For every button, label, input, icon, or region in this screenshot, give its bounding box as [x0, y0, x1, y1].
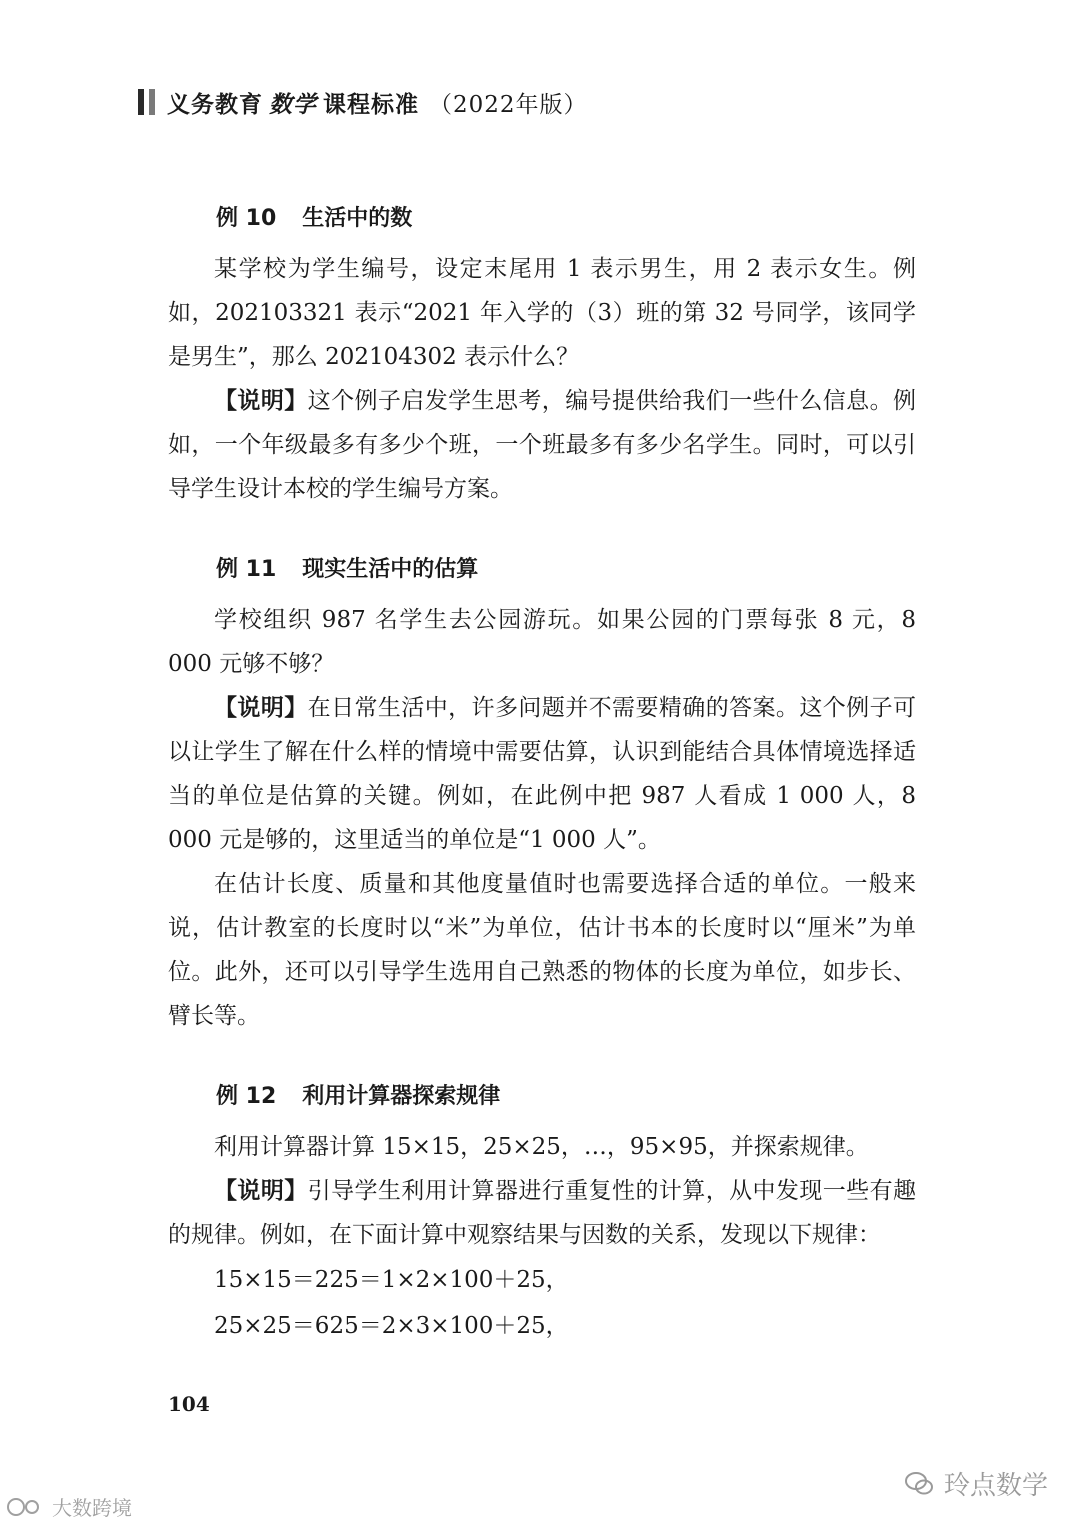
book-title	[167, 86, 588, 119]
example-text: 利用计算器计算 15×15，25×25，…，95×95，并探索规律。	[214, 1134, 869, 1160]
note-label: 【说明】	[214, 694, 308, 721]
watermark-left-text: 大数跨境	[52, 1496, 132, 1520]
formula-line: 25×25＝625＝2×3×100＋25，	[214, 1313, 569, 1339]
example-text: 学校组织 987 名学生去公园游玩。如果公园的门票每张 8 元，8 000 元够不够？	[168, 607, 916, 677]
wechat-icon	[904, 1471, 934, 1497]
title-part3: 课程标准	[323, 90, 419, 118]
page-number: 104	[168, 1392, 210, 1416]
note-label: 【说明】	[214, 387, 308, 414]
title-part1: 义务教育	[167, 90, 263, 118]
note-text: 引导学生利用计算器进行重复性的计算，从中发现一些有趣的规律。例如，在下面计算中观察结果与因数的关系，发现以下规律：	[168, 1178, 917, 1248]
brand-logo-icon	[6, 1496, 46, 1518]
example-number: 例 10	[216, 206, 277, 231]
example-title	[168, 200, 916, 238]
watermark-right-text: 玲点数学	[943, 1471, 1048, 1501]
example-number: 例 12	[216, 1084, 277, 1109]
watermark-right	[904, 1465, 1048, 1502]
title-part2: 数学	[269, 90, 317, 118]
header-bars-decoration	[138, 89, 155, 115]
example-number: 例 11	[216, 557, 277, 582]
note-text: 在日常生活中，许多问题并不需要精确的答案。这个例子可以让学生了解在什么样的情境中需要估算，认识到能结合具体情境选择适当的单位是估算的关键。例如，在此例中把 987 人看成 1 000 人，8 000 元是够的，这里适当的单位是“1 000 人”。	[168, 695, 917, 853]
example-heading: 现实生活中的估算	[302, 557, 479, 582]
note-label: 【说明】	[214, 1177, 308, 1204]
watermark-left	[6, 1492, 132, 1521]
example-heading: 利用计算器探索规律	[302, 1084, 501, 1109]
title-year: （2022年版）	[429, 91, 588, 118]
page-content	[168, 200, 916, 1349]
example-heading: 生活中的数	[302, 206, 413, 231]
running-header	[138, 84, 588, 120]
note-extra-text: 在估计长度、质量和其他度量值时也需要选择合适的单位。一般来说，估计教室的长度时以“米”为单位，估计书本的长度时以“厘米”为单位。此外，还可以引导学生选用自己熟悉的物体的长度为单位，如步长、臂长等。	[168, 871, 916, 1029]
example-title	[168, 551, 916, 589]
example-title	[168, 1078, 916, 1116]
note-text: 这个例子启发学生思考，编号提供给我们一些什么信息。例如，一个年级最多有多少个班，一个班最多有多少名学生。同时，可以引导学生设计本校的学生编号方案。	[168, 388, 917, 502]
example-text: 某学校为学生编号，设定末尾用 1 表示男生，用 2 表示女生。例如，202103321 表示“2021 年入学的（3）班的第 32 号同学，该同学是男生”，那么 202104302 表示什么？	[168, 256, 916, 370]
formula-line: 15×15＝225＝1×2×100＋25，	[214, 1267, 569, 1293]
